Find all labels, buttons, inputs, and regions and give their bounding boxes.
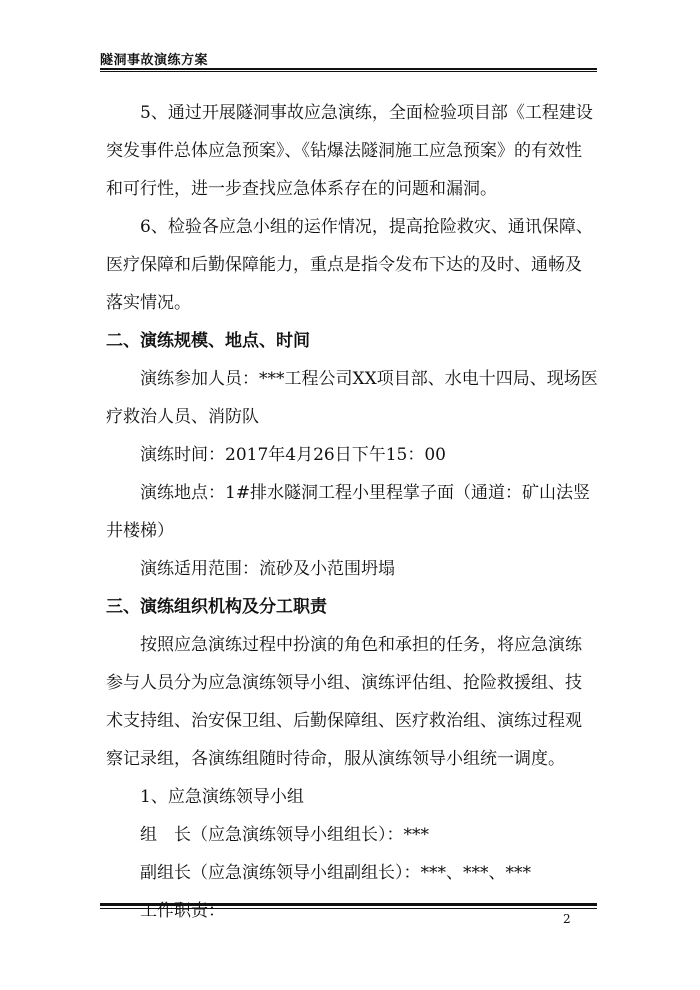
section-heading-2: 二、演练规模、地点、时间: [106, 331, 310, 351]
paragraph-scope: 演练适用范围：流砂及小范围坍塌: [140, 559, 395, 579]
footer-rule: [100, 903, 597, 906]
footer-rule-thin: [100, 908, 597, 909]
section-heading-3: 三、演练组织机构及分工职责: [106, 597, 327, 617]
paragraph-location: 演练地点：1#排水隧洞工程小里程掌子面（通道：矿山法竖井楼梯）: [106, 483, 591, 541]
header-rule: [100, 68, 597, 70]
paragraph-goal-5: 5、通过开展隧洞事故应急演练，全面检验项目部《工程建设突发事件总体应急预案》、《钻爆法隧洞施工应急预案》的有效性和可行性，进一步查找应急体系存在的问题和漏洞。: [106, 103, 593, 199]
header-rule-thin: [100, 71, 597, 72]
paragraph-organization: 按照应急演练过程中扮演的角色和承担的任务，将应急演练参与人员分为应急演练领导小组、演练评估组、抢险救援组、技术支持组、治安保卫组、后勤保障组、医疗救治组、演练过程观察记录组，各演练组随时待命，服从演练领导小组统一调度。: [106, 635, 582, 769]
page-number: 2: [563, 912, 571, 926]
paragraph-leadership-group: 1、应急演练领导小组: [140, 787, 304, 807]
paragraph-deputy-leader: 副组长（应急演练领导小组副组长）：***、***、***: [140, 863, 531, 883]
paragraph-goal-6: 6、检验各应急小组的运作情况，提高抢险救灾、通讯保障、医疗保障和后勤保障能力，重点是指令发布下达的及时、通畅及落实情况。: [106, 217, 593, 313]
paragraph-participants: 演练参加人员：***工程公司XX项目部、水电十四局、现场医疗救治人员、消防队: [106, 369, 598, 427]
header-title: 隧洞事故演练方案: [100, 53, 209, 68]
paragraph-group-leader: 组 长（应急演练领导小组组长）：***: [140, 825, 429, 845]
paragraph-time: 演练时间：2017年4月26日下午15：00: [140, 445, 446, 465]
document-body: [106, 94, 598, 930]
paragraph-duties: 工作职责：: [140, 901, 225, 921]
